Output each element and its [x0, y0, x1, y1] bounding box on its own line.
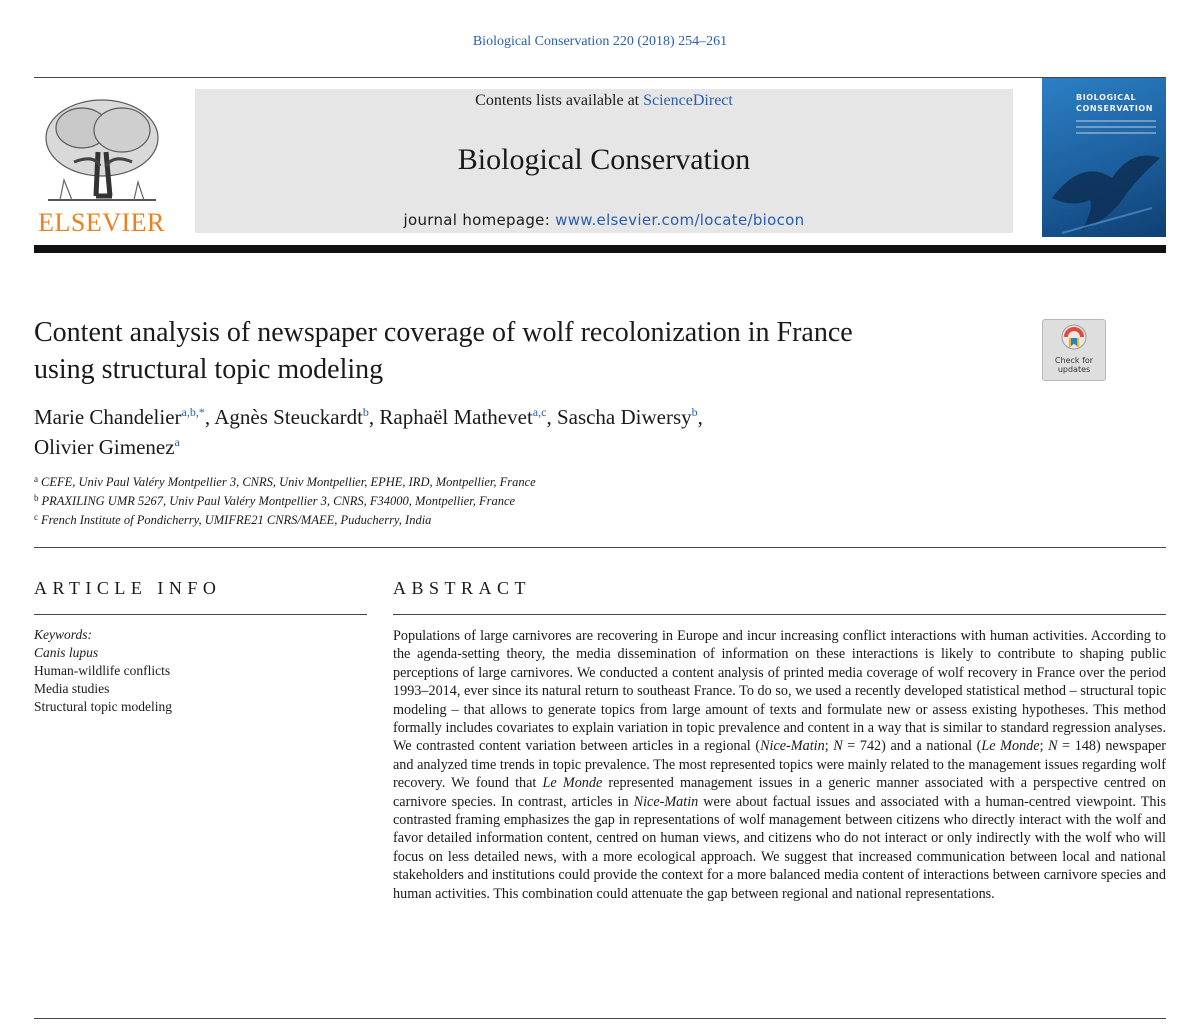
article-info-heading: ARTICLE INFO [34, 578, 222, 598]
cover-title-line2: CONSERVATION [1076, 104, 1154, 113]
author-name[interactable]: Raphaël Mathevet [379, 405, 533, 429]
abstract-part: = 742) and a national ( [842, 738, 982, 755]
abstract-italic-newspaper: Le Monde [981, 738, 1040, 755]
author-separator: , [546, 405, 557, 429]
cover-text-lines [1076, 120, 1156, 138]
abstract-part: ; [1039, 738, 1049, 755]
cover-title [1076, 92, 1162, 114]
check-for-updates-icon [1060, 324, 1088, 354]
abstract-part: ; [824, 738, 834, 755]
author-name[interactable]: Agnès Steuckardt [214, 405, 363, 429]
contents-line [195, 92, 1013, 110]
affiliation-text: French Institute of Pondicherry, UMIFRE21 CNRS/MAEE, Puducherry, India [41, 513, 432, 527]
author-affil-sup[interactable]: b [362, 405, 369, 419]
affiliation-sup: a [34, 474, 38, 484]
article-title [34, 314, 1014, 388]
homepage-prefix: journal homepage: [403, 211, 556, 229]
affiliation-text: PRAXILING UMR 5267, Univ Paul Valéry Montpellier 3, CNRS, F34000, Montpellier, France [41, 494, 516, 508]
footer-rule [34, 1018, 1166, 1019]
abstract-part: were about factual issues and associated with a human-centred viewpoint. This contrasted framing emphasizes the gap in representations of wolf management between citizens who directly interact with the wolf and favor detailed information content, centred on human views, and citizens who do not interact or only indirectly with the wolf who will focus on less detailed news, with a more ecological approach. We suggest that increased communication between local and national stakeholders and institutions could provide the context for a more balanced media content of interactions between carnivore species and human activities. This combination could attenuate the gap between regional and national representations. [393, 793, 1166, 902]
cover-title-line1: BIOLOGICAL [1076, 93, 1137, 102]
author-line-1 [34, 402, 934, 432]
journal-masthead [195, 89, 1013, 233]
keyword-item: Human-wildlife conflicts [34, 663, 171, 678]
keywords-block [34, 626, 364, 716]
abstract-italic-newspaper: Nice-Matin [633, 793, 699, 810]
check-label-line1: Check for [1054, 356, 1094, 365]
abstract-italic-n: N [1048, 738, 1058, 755]
journal-cover-image[interactable] [1042, 78, 1166, 237]
elsevier-logo[interactable] [34, 92, 169, 236]
abstract-heading: ABSTRACT [393, 578, 532, 598]
section-rule [34, 547, 1166, 548]
affiliation-sup: c [34, 512, 38, 522]
cover-bird-illustration [1042, 138, 1166, 237]
author-line-2 [34, 432, 934, 462]
elsevier-wordmark: ELSEVIER [38, 208, 165, 237]
abstract-part: = 148) newspaper and analyzed time trends in topic prevalence. The most represented topics were mainly related to the management issues regarding wolf recovery. We found that [393, 738, 1166, 792]
header-rule [34, 77, 1166, 78]
author-affil-sup[interactable]: a,b,* [181, 405, 205, 419]
abstract-italic-n: N [833, 738, 843, 755]
journal-name: Biological Conservation [457, 143, 751, 176]
check-for-updates-button[interactable] [1042, 319, 1106, 381]
check-for-updates-label [1043, 356, 1105, 374]
abstract-italic-newspaper: Le Monde [542, 775, 603, 792]
homepage-link[interactable]: www.elsevier.com/locate/biocon [555, 211, 805, 229]
keyword-item: Canis lupus [34, 645, 99, 660]
abstract-italic-newspaper: Nice-Matin [760, 738, 825, 755]
keyword-item: Media studies [34, 681, 110, 696]
abstract-part: Populations of large carnivores are recovering in Europe and incur increasing conflict interactions with human activities. According to the agenda-setting theory, the media dissemination of information on these interactions is likely to contribute to shaping public perceptions of large carnivores. We conducted a content analysis of printed media coverage of wolf recovery in France over the period 1993–2014, ever since its natural return to southeast France. To do so, we used a recently developed statistical method – structural topic modeling – that allows to generate topics from large amount of texts and formulate new or assess existing hypotheses. This method formally includes covariates to explain variation in topic prevalence and content in a way that is similar to standard regression analyses. We contrasted content variation between articles in a regional ( [393, 628, 1166, 755]
affiliation-b [34, 493, 934, 509]
affiliation-text: CEFE, Univ Paul Valéry Montpellier 3, CNRS, Univ Montpellier, EPHE, IRD, Montpellier, France [41, 475, 536, 489]
author-name[interactable]: Olivier Gimenez [34, 435, 175, 459]
affiliation-c [34, 512, 934, 528]
author-affil-sup[interactable]: a [174, 435, 180, 449]
article-info-rule [34, 614, 367, 615]
elsevier-tree-logo-icon [34, 92, 169, 210]
affiliation-sup: b [34, 493, 39, 503]
masthead-bottom-rule [34, 245, 1166, 253]
author-separator: , [204, 405, 215, 429]
abstract-part: represented management issues in a generic manner associated with a perspective centred on carnivore species. In contrast, articles in [393, 775, 1167, 810]
sciencedirect-link[interactable]: ScienceDirect [643, 92, 733, 109]
author-separator: , [368, 405, 380, 429]
abstract-text [393, 627, 1166, 903]
article-title-line1: Content analysis of newspaper coverage of wolf recolonization in France [34, 317, 853, 348]
journal-homepage [195, 211, 1013, 229]
keyword-item: Structural topic modeling [34, 699, 172, 714]
keywords-label: Keywords: [34, 627, 92, 642]
author-list [34, 402, 934, 462]
author-separator: , [697, 405, 703, 429]
author-name[interactable]: Marie Chandelier [34, 405, 182, 429]
abstract-rule [393, 614, 1166, 615]
author-affil-sup[interactable]: b [691, 405, 698, 419]
journal-citation[interactable]: Biological Conservation 220 (2018) 254–261 [472, 34, 728, 49]
article-title-line2: using structural topic modeling [34, 354, 384, 385]
contents-prefix: Contents lists available at [475, 92, 644, 109]
author-name[interactable]: Sascha Diwersy [556, 405, 692, 429]
author-affil-sup[interactable]: a,c [532, 405, 547, 419]
affiliation-a [34, 474, 934, 490]
check-label-line2: updates [1057, 365, 1091, 374]
